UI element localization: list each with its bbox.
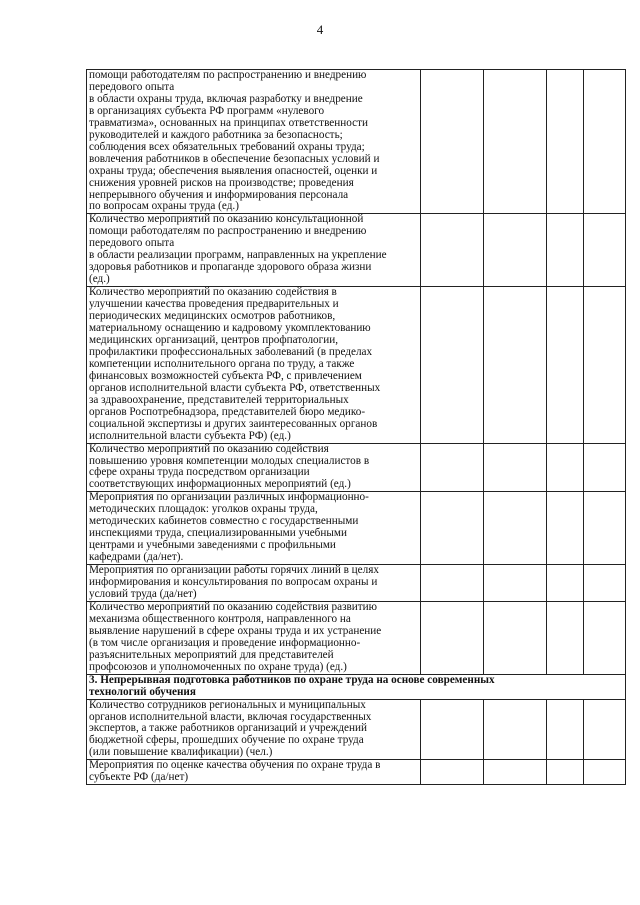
value-cell — [421, 565, 484, 602]
value-cell — [484, 443, 547, 492]
value-cell — [421, 443, 484, 492]
value-cell — [584, 760, 626, 785]
value-cell — [547, 214, 584, 287]
value-cell — [484, 601, 547, 674]
value-cell — [584, 70, 626, 214]
value-cell — [547, 287, 584, 443]
table-row — [87, 214, 626, 287]
value-cell — [421, 287, 484, 443]
row-description: помощи работодателям по распространению и внедрению передового опыта в области охраны труда, включая разработку и внедрение в организациях субъекта РФ программ «нулевого травматизма», основанных на принципах ответственности руководителей и каждого работника за безопасность; соблюдения всех обязательных требований охраны труда; вовлечения работников в обеспечение безопасных условий и охраны труда; обеспечения выявления опасностей, оценки и снижения уровней рисков на производстве; проведения непрерывного обучения и информирования персонала по вопросам охраны труда (ед.) — [87, 70, 421, 214]
value-cell — [584, 214, 626, 287]
row-description: Мероприятия по организации работы горячих линий в целях информирования и консультирования по вопросам охраны и условий труда (да/нет) — [87, 565, 421, 602]
table-row — [87, 287, 626, 443]
value-cell — [421, 492, 484, 565]
section-heading: 3. Непрерывная подготовка работников по охране труда на основе современных технологий обучения — [87, 674, 626, 699]
value-cell — [584, 443, 626, 492]
value-cell — [584, 287, 626, 443]
indicators-table — [86, 69, 626, 785]
table-row — [87, 699, 626, 760]
value-cell — [484, 699, 547, 760]
value-cell — [484, 565, 547, 602]
value-cell — [547, 565, 584, 602]
value-cell — [584, 699, 626, 760]
value-cell — [484, 214, 547, 287]
value-cell — [547, 492, 584, 565]
value-cell — [484, 760, 547, 785]
table-row — [87, 601, 626, 674]
value-cell — [547, 760, 584, 785]
table-row — [87, 760, 626, 785]
row-description: Количество мероприятий по оказанию содействия развитию механизма общественного контроля, направленного на выявление нарушений в сфере охраны труда и их устранение (в том числе организация и проведение информационно- разъяснительных мероприятий для представителей профсоюзов и уполномоченных по охране труда) (ед.) — [87, 601, 421, 674]
table-row — [87, 565, 626, 602]
value-cell — [547, 70, 584, 214]
value-cell — [547, 601, 584, 674]
row-description: Количество мероприятий по оказанию содействия повышению уровня компетенции молодых специалистов в сфере охраны труда посредством организации соответствующих информационных мероприятий (ед.) — [87, 443, 421, 492]
table-row — [87, 492, 626, 565]
value-cell — [484, 70, 547, 214]
value-cell — [584, 492, 626, 565]
table-row — [87, 443, 626, 492]
row-description: Количество сотрудников региональных и муниципальных органов исполнительной власти, включая государственных экспертов, а также работников организаций и учреждений бюджетной сферы, прошедших обучение по охране труда (или повышение квалификации) (чел.) — [87, 699, 421, 760]
row-description: Количество мероприятий по оказанию содействия в улучшении качества проведения предварительных и периодических медицинских осмотров работников, материальному оснащению и кадровому укомплектованию медицинских организаций, центров профпатологии, профилактики профессиональных заболеваний (в пределах компетенции исполнительного органа по труду, а также финансовых возможностей субъекта РФ, с привлечением органов исполнительной власти субъекта РФ, ответственных за здравоохранение, представителей территориальных органов Роспотребнадзора, представителей бюро медико- социальной экспертизы и других заинтересованных органов исполнительной власти субъекта РФ) (ед.) — [87, 287, 421, 443]
value-cell — [584, 601, 626, 674]
value-cell — [484, 287, 547, 443]
value-cell — [547, 443, 584, 492]
value-cell — [421, 601, 484, 674]
row-description: Мероприятия по оценке качества обучения по охране труда в субъекте РФ (да/нет) — [87, 760, 421, 785]
section-row — [87, 674, 626, 699]
row-description: Количество мероприятий по оказанию консультационной помощи работодателям по распространению и внедрению передового опыта в области реализации программ, направленных на укрепление здоровья работников и пропаганде здорового образа жизни (ед.) — [87, 214, 421, 287]
table-row — [87, 70, 626, 214]
value-cell — [421, 699, 484, 760]
value-cell — [421, 760, 484, 785]
value-cell — [421, 214, 484, 287]
value-cell — [484, 492, 547, 565]
page-number: 4 — [316, 22, 324, 37]
value-cell — [421, 70, 484, 214]
row-description: Мероприятия по организации различных информационно- методических площадок: уголков охраны труда, методических кабинетов совместно с государственными инспекциями труда, специализированными учебными центрами и учебными заведениями с профильными кафедрами (да/нет). — [87, 492, 421, 565]
value-cell — [547, 699, 584, 760]
value-cell — [584, 565, 626, 602]
